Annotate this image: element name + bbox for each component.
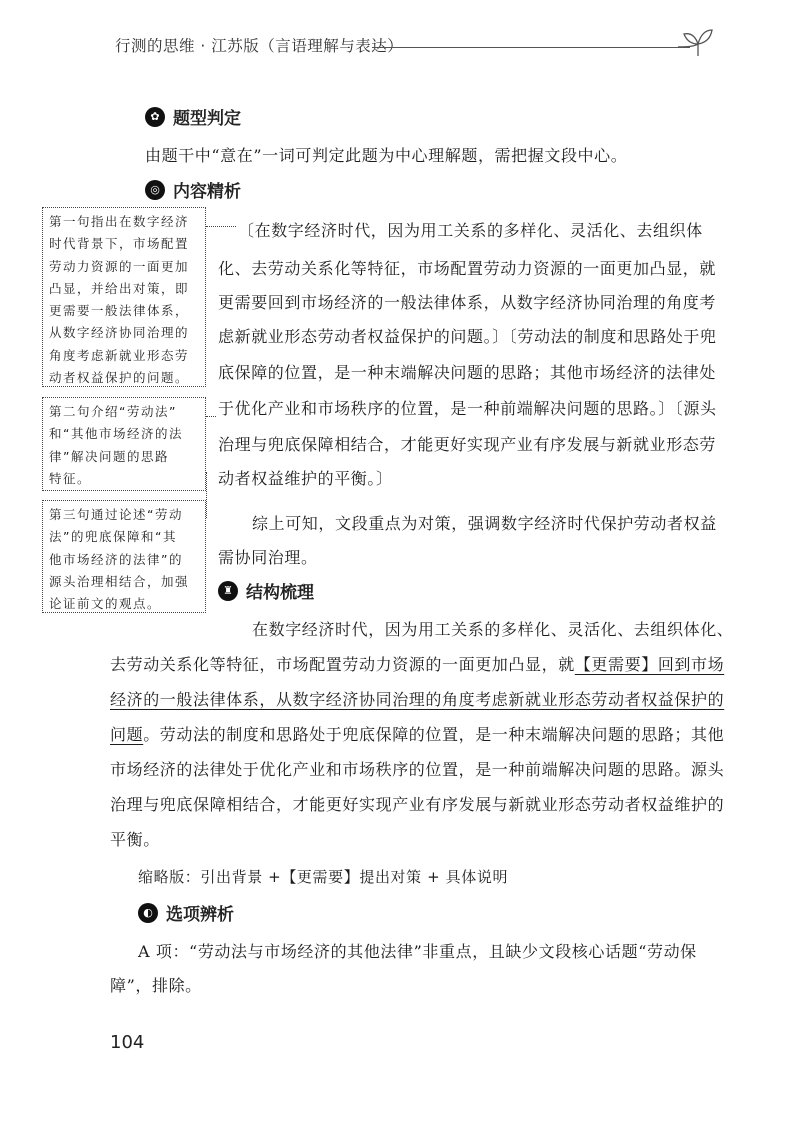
analysis-line: 治理与兜底保障相结合，才能更好实现产业有序发展与新就业形态劳	[218, 435, 717, 454]
summary-line: 综上可知，文段重点为对策，强调数字经济时代保护劳动者权益	[252, 514, 717, 533]
side-note-3	[42, 500, 206, 613]
section-heading-type-judgement	[145, 104, 241, 129]
structure-line: 在数字经济时代，因为用工关系的多样化、灵活化、去组织体化、	[252, 620, 734, 639]
structure-line-underlined: 经济的一般法律体系，从数字经济协同治理的角度考虑新就业形态劳动者权益保护的	[110, 690, 725, 709]
note-line: 第三句通过论述“劳动	[49, 507, 183, 522]
analysis-line: 底保障的位置，是一种末端解决问题的思路；其他市场经济的法律处	[218, 363, 717, 382]
note-line: 第二句介绍“劳动法”	[49, 404, 177, 419]
section-heading-structure	[218, 578, 314, 603]
note-line: 律”解决问题的思路	[49, 448, 169, 464]
note-line: 法”的兜底保障和“其	[49, 529, 177, 545]
heading-text: 题型判定	[173, 109, 241, 129]
option-line: 障”，排除。	[110, 976, 202, 995]
heading-text: 选项辨析	[166, 905, 234, 925]
analysis-line: 〔在数字经济时代，因为用工关系的多样化、灵活化、去组织体	[238, 221, 703, 240]
option-icon: ◐	[138, 903, 158, 923]
sprout-icon	[676, 22, 716, 62]
running-header-title: 行测的思维 · 江苏版（言语理解与表达）	[115, 37, 404, 55]
analysis-line: 动者权益维护的平衡。〕	[218, 469, 393, 488]
section-heading-options	[138, 900, 234, 925]
page-number: 104	[110, 1032, 145, 1053]
tree-icon: ♜	[218, 581, 238, 601]
note-line: 角度考虑新就业形态劳	[49, 347, 190, 363]
analysis-line: 化、去劳动关系化等特征，市场配置劳动力资源的一面更加凸显，就	[218, 259, 717, 278]
gear-icon: ✿	[145, 107, 165, 127]
summary-line: 需协同治理。	[218, 548, 318, 567]
structure-text: 。劳动法的制度和思路处于兜底保障的位置，是一种末端解决问题的思路；其他	[143, 725, 725, 744]
note-line: 和“其他市场经济的法	[49, 426, 183, 442]
note-line: 特征。	[49, 470, 92, 486]
note-line: 他市场经济的法律”的	[49, 551, 183, 567]
note-connector	[206, 416, 216, 417]
structure-brief: 缩略版：引出背景 +【更需要】提出对策 + 具体说明	[138, 868, 509, 886]
analysis-line: 于优化产业和市场秩序的位置，是一种前端解决问题的思路。〕〔源头	[218, 399, 717, 418]
heading-text: 结构梳理	[246, 583, 314, 603]
structure-line	[110, 652, 724, 675]
note-line: 论证前文的观点。	[49, 596, 162, 612]
option-line: A 项：“劳动法与市场经济的其他法律”非重点，且缺少文段核心话题“劳动保	[138, 942, 697, 961]
side-note-2	[42, 397, 206, 491]
note-line: 更需要一般法律体系，	[49, 303, 190, 319]
structure-line: 平衡。	[110, 830, 160, 849]
structure-line: 市场经济的法律处于优化产业和市场秩序的位置，是一种前端解决问题的思路。源头	[110, 760, 725, 779]
side-note-1	[42, 207, 206, 387]
section-heading-content-analysis	[145, 177, 241, 202]
structure-line: 治理与兜底保障相结合，才能更好实现产业有序发展与新就业形态劳动者权益维护的	[110, 795, 725, 814]
structure-line	[110, 722, 724, 745]
note-line: 劳动力资源的一面更加	[49, 258, 190, 274]
note-line: 源头治理相结合，加强	[49, 573, 190, 589]
structure-underlined: 【更需要】回到市场	[574, 655, 725, 674]
type-judgement-body: 由题干中“意在”一词可判定此题为中心理解题，需把握文段中心。	[145, 146, 628, 165]
note-line: 凸显，并给出对策，即	[49, 280, 190, 296]
header-rule	[372, 47, 690, 48]
heading-text: 内容精析	[173, 182, 241, 202]
analysis-line: 更需要回到市场经济的一般法律体系，从数字经济协同治理的角度考	[218, 293, 717, 312]
note-line: 动者权益保护的问题。	[49, 370, 190, 386]
magnifier-icon: ◎	[145, 180, 165, 200]
note-line: 第一句指出在数字经济	[49, 214, 190, 229]
note-line: 时代背景下，市场配置	[49, 236, 190, 252]
note-connector	[206, 472, 207, 518]
analysis-line: 虑新就业形态劳动者权益保护的问题。〕〔劳动法的制度和思路处于兜	[218, 327, 717, 346]
structure-underlined: 问题	[110, 725, 144, 744]
note-connector	[206, 226, 236, 227]
structure-text: 去劳动关系化等特征，市场配置劳动力资源的一面更加凸显，就	[110, 655, 575, 674]
note-line: 从数字经济协同治理的	[49, 325, 190, 341]
